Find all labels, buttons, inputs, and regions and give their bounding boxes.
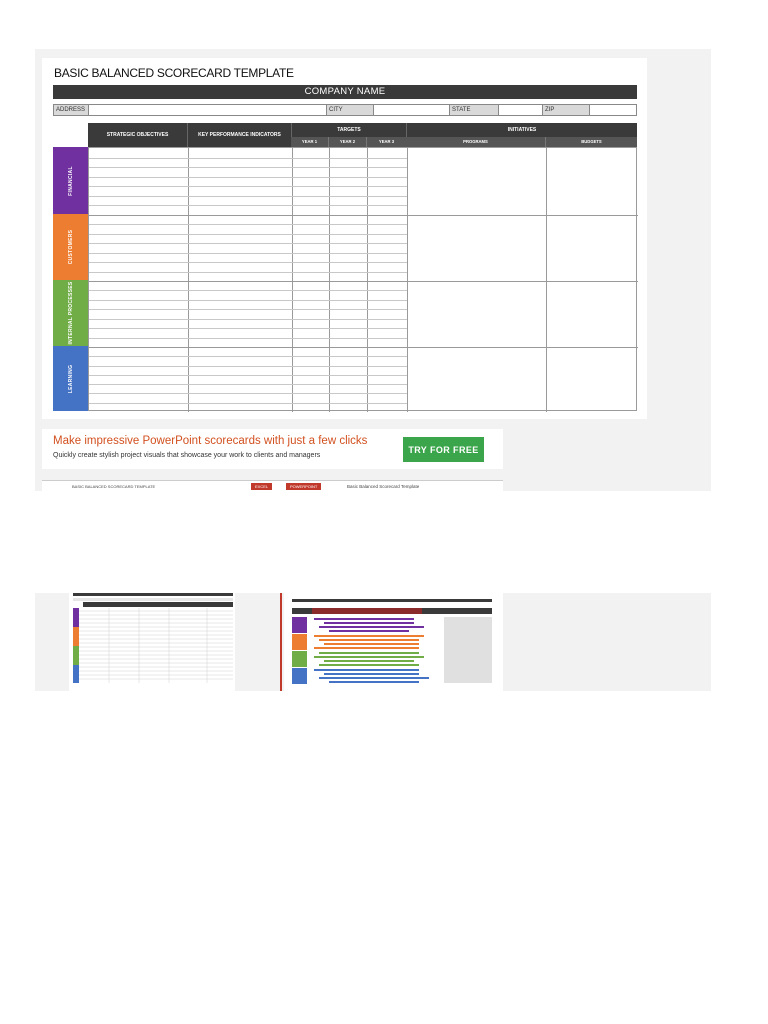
address-row [53, 104, 637, 116]
grid-row-line [89, 167, 407, 168]
header-year1: YEAR 1 [291, 137, 328, 147]
preview-right-title: Basic Balanced Scorecard Template [347, 484, 420, 489]
category-financial-label: FINANCIAL [67, 165, 74, 196]
grid-column-line [546, 148, 547, 412]
grid-row-line [89, 290, 407, 291]
grid-column-line [329, 148, 330, 412]
address-field[interactable] [88, 105, 326, 115]
grid-row-line [89, 253, 407, 254]
zip-label: ZIP [542, 105, 589, 115]
grid-row-line [89, 196, 407, 197]
grid-row-line [89, 158, 407, 159]
excel-preview-graphic [69, 593, 235, 691]
preview-strip [42, 480, 503, 491]
preview-tab-powerpoint[interactable]: POWERPOINT [286, 483, 321, 490]
grid-row-line [89, 224, 407, 225]
preview-tab-excel[interactable]: EXCEL [251, 483, 272, 490]
preview-left-title: BASIC BALANCED SCORECARD TEMPLATE [72, 484, 156, 489]
grid-row-line [89, 393, 407, 394]
category-internal-processes [53, 280, 88, 346]
category-customers [53, 214, 88, 280]
state-field[interactable] [498, 105, 542, 115]
category-learning [53, 346, 88, 411]
category-financial [53, 147, 88, 214]
grid-column-line [292, 148, 293, 412]
grid-row-line [89, 243, 407, 244]
header-initiatives: INITIATIVES [406, 123, 637, 137]
grid-row-line [89, 319, 407, 320]
powerpoint-preview-graphic [284, 593, 503, 691]
category-internal-processes-label: INTERNAL PROCESSES [67, 281, 74, 345]
header-programs: PROGRAMS [406, 137, 545, 147]
header-strategic-objectives: STRATEGIC OBJECTIVES [88, 123, 187, 147]
grid-row-line [89, 309, 407, 310]
grid-row-line [89, 366, 407, 367]
header-budgets: BUDGETS [545, 137, 637, 147]
grid-row-line [89, 356, 407, 357]
grid-column-line [367, 148, 368, 412]
zip-field[interactable] [589, 105, 636, 115]
powerpoint-preview-thumbnail[interactable] [284, 593, 503, 691]
header-year3: YEAR 3 [366, 137, 406, 147]
template-title: BASIC BALANCED SCORECARD TEMPLATE [54, 66, 294, 80]
grid-row-line [89, 272, 407, 273]
scorecard-grid[interactable] [88, 147, 637, 411]
grid-row-line [89, 375, 407, 376]
grid-row-line [89, 177, 407, 178]
scorecard-sheet [42, 58, 647, 419]
promo-headline[interactable]: Make impressive PowerPoint scorecards with just a few clicks [53, 435, 368, 447]
grid-section-line [89, 347, 638, 348]
category-learning-label: LEARNING [67, 364, 74, 393]
category-customers-label: CUSTOMERS [67, 229, 74, 265]
preview-divider [280, 593, 282, 691]
header-targets: TARGETS [291, 123, 406, 137]
grid-row-line [89, 186, 407, 187]
grid-row-line [89, 338, 407, 339]
city-label: CITY [326, 105, 373, 115]
city-field[interactable] [373, 105, 449, 115]
company-name-bar[interactable]: COMPANY NAME [53, 85, 637, 99]
grid-row-line [89, 234, 407, 235]
grid-column-line [407, 148, 408, 412]
grid-row-line [89, 205, 407, 206]
try-for-free-button[interactable]: TRY FOR FREE [403, 437, 484, 462]
grid-section-line [89, 215, 638, 216]
header-kpis: KEY PERFORMANCE INDICATORS [187, 123, 291, 147]
header-year2: YEAR 2 [328, 137, 366, 147]
grid-row-line [89, 403, 407, 404]
grid-section-line [89, 281, 638, 282]
grid-row-line [89, 328, 407, 329]
address-label: ADDRESS [54, 105, 88, 115]
promo-banner [42, 429, 503, 469]
promo-subtext: Quickly create stylish project visuals that showcase your work to clients and managers [53, 452, 321, 459]
grid-row-line [89, 384, 407, 385]
grid-row-line [89, 262, 407, 263]
grid-column-line [188, 148, 189, 412]
state-label: STATE [449, 105, 498, 115]
excel-preview-thumbnail[interactable] [69, 593, 235, 691]
grid-row-line [89, 300, 407, 301]
